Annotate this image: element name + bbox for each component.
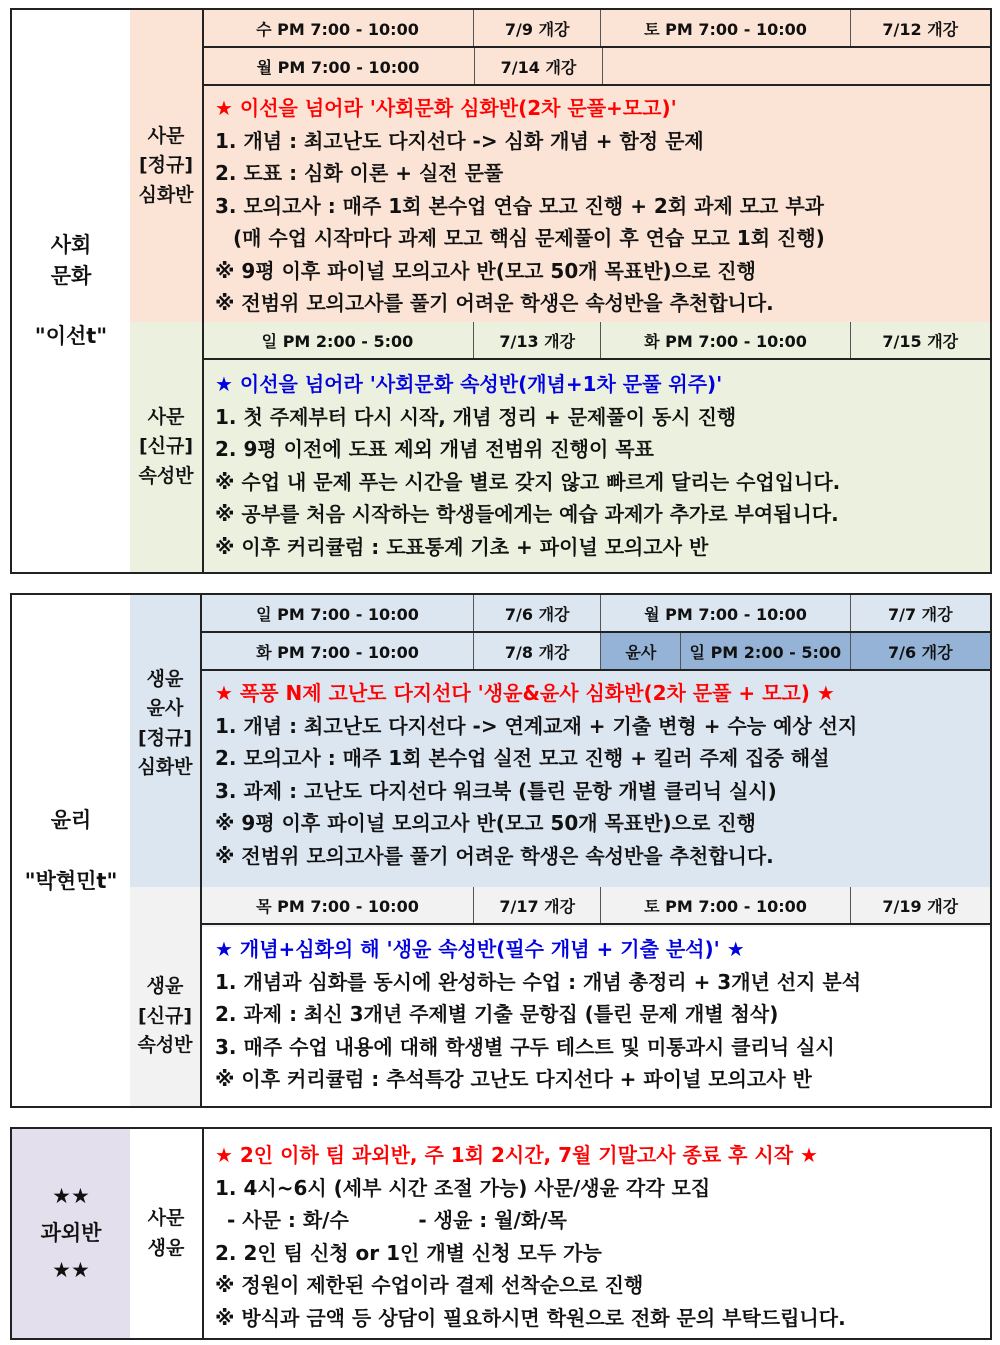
description-line: 3. 과제 : 고난도 다지선다 워크북 (틀린 문항 개별 클리닉 실시) [215,778,777,803]
class-label-line: [정규] [138,154,194,177]
schedule-start-date: 7/7 개강 [887,604,953,624]
schedule-row [202,10,990,48]
description-line: 2. 2인 팀 신청 or 1인 개별 신청 모두 가능 [215,1240,602,1265]
schedule-time: 월 PM 7:00 - 10:00 [601,595,850,631]
class-description [202,362,990,563]
schedule-time: 일 PM 2:00 - 5:00 [681,633,850,669]
schedule-start-date: 7/12 개강 [882,19,959,39]
schedule-row [202,48,990,86]
class-label [130,887,202,1106]
class-label-line: 생윤 [146,668,184,690]
description-line: ※ 공부를 처음 시작하는 학생들에게는 예습 과제가 추가로 부여됩니다. [215,502,839,526]
class-label-line: 속성반 [138,464,194,487]
class-label-line: 사문 [147,1207,185,1230]
class-section-fast [130,322,990,572]
ethics-block [10,593,992,1108]
schedule-start-date: 7/15 개강 [882,331,959,351]
class-description [202,671,990,872]
class-description [202,1133,990,1334]
schedule-time: 일 PM 7:00 - 10:00 [202,595,474,631]
class-label-line: [신규] [138,435,194,458]
schedule-time: 화 PM 7:00 - 10:00 [601,322,850,358]
schedule-start-date: 7/17 개강 [474,887,602,923]
class-label-line: 윤사 [146,697,184,720]
description-line: (매 수업 시작마다 과제 모고 핵심 문제풀이 후 연습 모고 1회 진행) [233,226,825,250]
class-section-advanced [130,595,990,889]
class-label-line: [신규] [137,1004,193,1027]
description-line: ※ 수업 내 문제 푸는 시간을 별로 갖지 않고 빠르게 달리는 수업입니다. [215,469,841,494]
description-line: 1. 4시~6시 (세부 시간 조절 가능) 사문/생윤 각각 모집 [215,1175,711,1200]
description-line: 2. 9평 이전에 도표 제외 개념 전범위 진행이 목표 [215,437,654,461]
description-line: 1. 개념 : 최고난도 다지선다 -> 연계교재 + 기출 변형 + 수능 예상 선지 [215,713,858,738]
description-line: ※ 9평 이후 파이널 모의고사 반(모고 50개 목표반)으로 진행 [215,811,756,835]
schedule-start-date: 7/19 개강 [882,896,959,916]
description-line: ※ 전범위 모의고사를 풀기 어려운 학생은 속성반을 추천합니다. [215,843,774,868]
class-label-line: 심화반 [137,756,193,779]
class-title: ★ 2인 이하 팀 과외반, 주 1회 2시간, 7월 기말고사 종료 후 시작 ★ [215,1143,818,1167]
description-line: 2. 모의고사 : 매주 1회 본수업 실전 모고 진행 + 킬러 주제 집중 해설 [215,746,830,770]
schedule-time: 수 PM 7:00 - 10:00 [202,10,474,46]
schedule-time: 화 PM 7:00 - 10:00 [202,633,474,669]
class-description [202,927,990,1106]
subject-cell [12,595,132,1106]
class-label [130,322,204,572]
class-label-line: 생윤 [146,975,184,998]
schedule-subject-tag: 윤사 [601,633,681,669]
class-section-fast [130,887,990,1106]
description-line: 1. 첫 주제부터 다시 시작, 개념 정리 + 문제풀이 동시 진행 [215,404,737,429]
class-title: ★ 이선을 넘어라 '사회문화 속성반(개념+1차 문풀 위주)' [215,372,723,396]
schedule-empty-cell [603,48,990,84]
schedule-start-date: 7/6 개강 [474,595,602,631]
schedule-row [202,887,990,925]
description-line: ※ 방식과 금액 등 상담이 필요하시면 학원으로 전화 문의 부탁드립니다. [215,1305,846,1330]
class-label-line: 속성반 [137,1034,193,1057]
social-culture-block [10,8,992,574]
description-line: 1. 개념과 심화를 동시에 완성하는 수업 : 개념 총정리 + 3개년 선지 분석 [215,969,862,994]
description-line: ※ 전범위 모의고사를 풀기 어려운 학생은 속성반을 추천합니다. [215,291,774,315]
subject-name-line2: 문화 [50,263,92,288]
subject-cell [12,1129,132,1338]
class-label [130,1129,204,1338]
schedule-time: 목 PM 7:00 - 10:00 [202,887,474,923]
subject-name: 윤리 [50,808,92,833]
schedule-row [202,322,990,360]
schedule-time: 월 PM 7:00 - 10:00 [202,48,475,84]
class-label-line: 사문 [147,405,185,428]
class-label-line: [정규] [137,726,193,749]
description-line: 1. 개념 : 최고난도 다지선다 -> 심화 개념 + 함정 문제 [215,128,704,153]
schedule-start-date: 7/8 개강 [474,633,602,669]
teacher-name: "이선t" [34,324,108,349]
schedule-row [202,595,990,633]
schedule-start-date: 7/13 개강 [474,322,602,358]
schedule-time: 토 PM 7:00 - 10:00 [601,887,850,923]
class-title: ★ 폭풍 N제 고난도 다지선다 '생윤&윤사 심화반(2차 문풀 + 모고) ★ [215,681,835,705]
class-title: ★ 이선을 넘어라 '사회문화 심화반(2차 문풀+모고)' [215,96,677,120]
schedule-row [202,633,990,671]
schedule-time: 토 PM 7:00 - 10:00 [601,10,850,46]
class-label-line: 심화반 [138,183,194,206]
class-title: ★ 개념+심화의 해 '생윤 속성반(필수 개념 + 기출 분석)' ★ [215,937,745,961]
schedule-start-date: 7/9 개강 [474,10,602,46]
subject-name: 과외반 [40,1221,102,1246]
description-line: ※ 이후 커리큘럼 : 추석특강 고난도 다지선다 + 파이널 모의고사 반 [215,1067,812,1091]
subject-name-line1: 사회 [50,233,92,258]
description-line: ※ 9평 이후 파이널 모의고사 반(모고 50개 목표반)으로 진행 [215,258,756,283]
class-label-line: 생윤 [147,1236,185,1259]
stars-bottom: ★★ [52,1257,90,1282]
class-description [202,86,990,320]
description-line: 2. 과제 : 최신 3개년 주제별 기출 문항집 (틀린 문제 개별 첨삭) [215,1002,779,1026]
description-line: ※ 이후 커리큘럼 : 도표통계 기초 + 파이널 모의고사 반 [215,534,709,559]
tutoring-block [10,1127,992,1340]
stars-top: ★★ [52,1184,90,1209]
class-label [130,10,204,322]
schedule-time: 일 PM 2:00 - 5:00 [202,322,474,358]
schedule-start-date: 7/6 개강 [851,633,990,669]
subject-cell [12,10,132,572]
class-section-advanced [130,10,990,324]
class-label-line: 사문 [147,124,185,147]
description-line: ※ 정원이 제한된 수업이라 결제 선착순으로 진행 [215,1273,644,1297]
teacher-name: "박현민t" [24,868,118,893]
class-section-tutoring [130,1129,990,1338]
schedule-start-date: 7/14 개강 [475,48,603,84]
description-line: - 사문 : 화/수 - 생윤 : 월/화/목 [227,1208,567,1232]
description-line: 3. 매주 수업 내용에 대해 학생별 구두 테스트 및 미통과시 클리닉 실시 [215,1034,835,1059]
class-label [130,595,202,887]
description-line: 3. 모의고사 : 매주 1회 본수업 연습 모고 진행 + 2회 과제 모고 부과 [215,193,824,218]
description-line: 2. 도표 : 심화 이론 + 실전 문풀 [215,161,504,185]
